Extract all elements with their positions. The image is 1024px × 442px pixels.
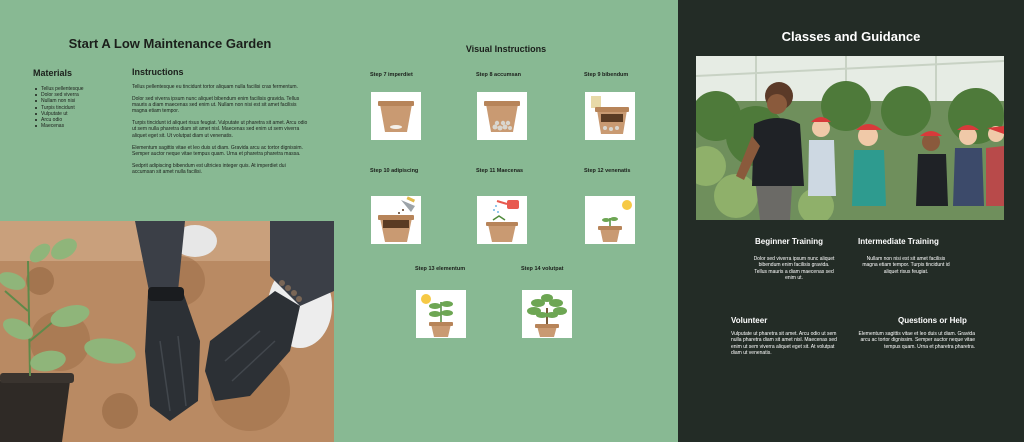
beginner-training-text: Dolor sed viverra ipsum nunc aliquet bibendum enim facilisis gravida. Tellus mauris a diam maecenas sed enim ut. [753,256,835,281]
questions-text: Elementum sagittis vitae et leo duis ut diam. Gravida arcu ac tortor dignissim. Semper auctor neque vitae tempus quam. Urna et pharetra pharetra. [858,331,975,350]
step-label: Step 12 venenatis [584,168,631,174]
instructions-heading: Instructions [132,67,184,77]
page-title: Start A Low Maintenance Garden [68,36,272,51]
young-plant-sun-icon [416,290,466,338]
questions-heading: Questions or Help [898,316,967,325]
list-item: Arcu odio [35,117,84,123]
beginner-training-heading: Beginner Training [755,237,824,246]
instruction-paragraph: Elementum sagittis vitae et leo duis ut diam. Gravida arcu ac tortor dignissim. Semper auctor neque vitae tempus quam. Urna et pharetra pharetra massa. [132,144,303,157]
volunteer-heading: Volunteer [731,316,768,325]
pot-with-soil-bag-icon [585,92,635,140]
sprout-sun-icon [585,196,635,244]
materials-list [35,86,84,129]
step-label: Step 9 bibendum [584,72,629,78]
step-label: Step 8 accumsan [476,72,521,78]
volunteer-text: Vulputate ut pharetra sit amet. Arcu odio ut sem nulla pharetra diam sit amet nisl. Maecenas sed enim ut sem viverra aliquet eget sit. At volutpat diam ut venenatis. [731,331,837,356]
list-item: Dolor sed viverra [35,92,84,98]
intermediate-training-heading: Intermediate Training [858,237,939,246]
list-item: Maecenas [35,123,84,129]
instruction-paragraph: Sedprit adipiscing bibendum est ultricies integer quis. At imperdiet dui accumsan sit amet nulla facilisi. [132,162,286,175]
classes-title: Classes and Guidance [781,29,921,44]
empty-pot-icon [371,92,421,140]
left-panel [0,0,334,442]
gardening-gloves-photo [0,221,334,442]
step-label: Step 14 volutpat [521,266,564,272]
list-item: Tellus pellentesque [35,86,84,92]
watering-can-pot-icon [477,196,527,244]
pot-with-pebbles-icon [477,92,527,140]
step-label: Step 13 elementum [415,266,466,272]
children-garden-photo [696,56,1004,220]
instruction-paragraph: Dolor sed viverra ipsum nunc aliquet bibendum enim facilisis gravida. Tellus mauris a diam maecenas sed enim ut. Nullam non nisi est sit amet facilisis magna etiam tempor. [132,95,300,115]
step-label: Step 7 imperdiet [370,72,413,78]
materials-heading: Materials [33,68,73,78]
trowel-soil-pot-icon [371,196,421,244]
grown-tree-icon [522,290,572,338]
visual-instructions-title: Visual Instructions [465,44,547,54]
middle-panel [334,0,678,442]
step-label: Step 10 adipiscing [370,168,419,174]
list-item: Vulputate ut [35,111,84,117]
instruction-paragraph: Tellus pellentesque eu tincidunt tortor aliquam nulla facilisi cras fermentum. [132,84,298,90]
intermediate-training-text: Nullam non nisi est sit amet facilisis magna etiam tempor. Turpis tincidunt id aliquet risus feugiat. [862,256,950,275]
right-panel [678,0,1024,442]
list-item: Nullam non nisi [35,98,84,104]
step-label: Step 11 Maecenas [476,168,524,174]
instruction-paragraph: Turpis tincidunt id aliquet risus feugiat. Vulputate ut pharetra sit amet. Arcu odio ut sem nulla pharetra diam sit amet nisl. Maecenas sed enim ut sem viverra aliquet eget sit. Ut volutpat diam ut venenatis. [132,120,308,139]
list-item: Turpis tincidunt [35,105,84,111]
instructions-body [132,84,308,181]
